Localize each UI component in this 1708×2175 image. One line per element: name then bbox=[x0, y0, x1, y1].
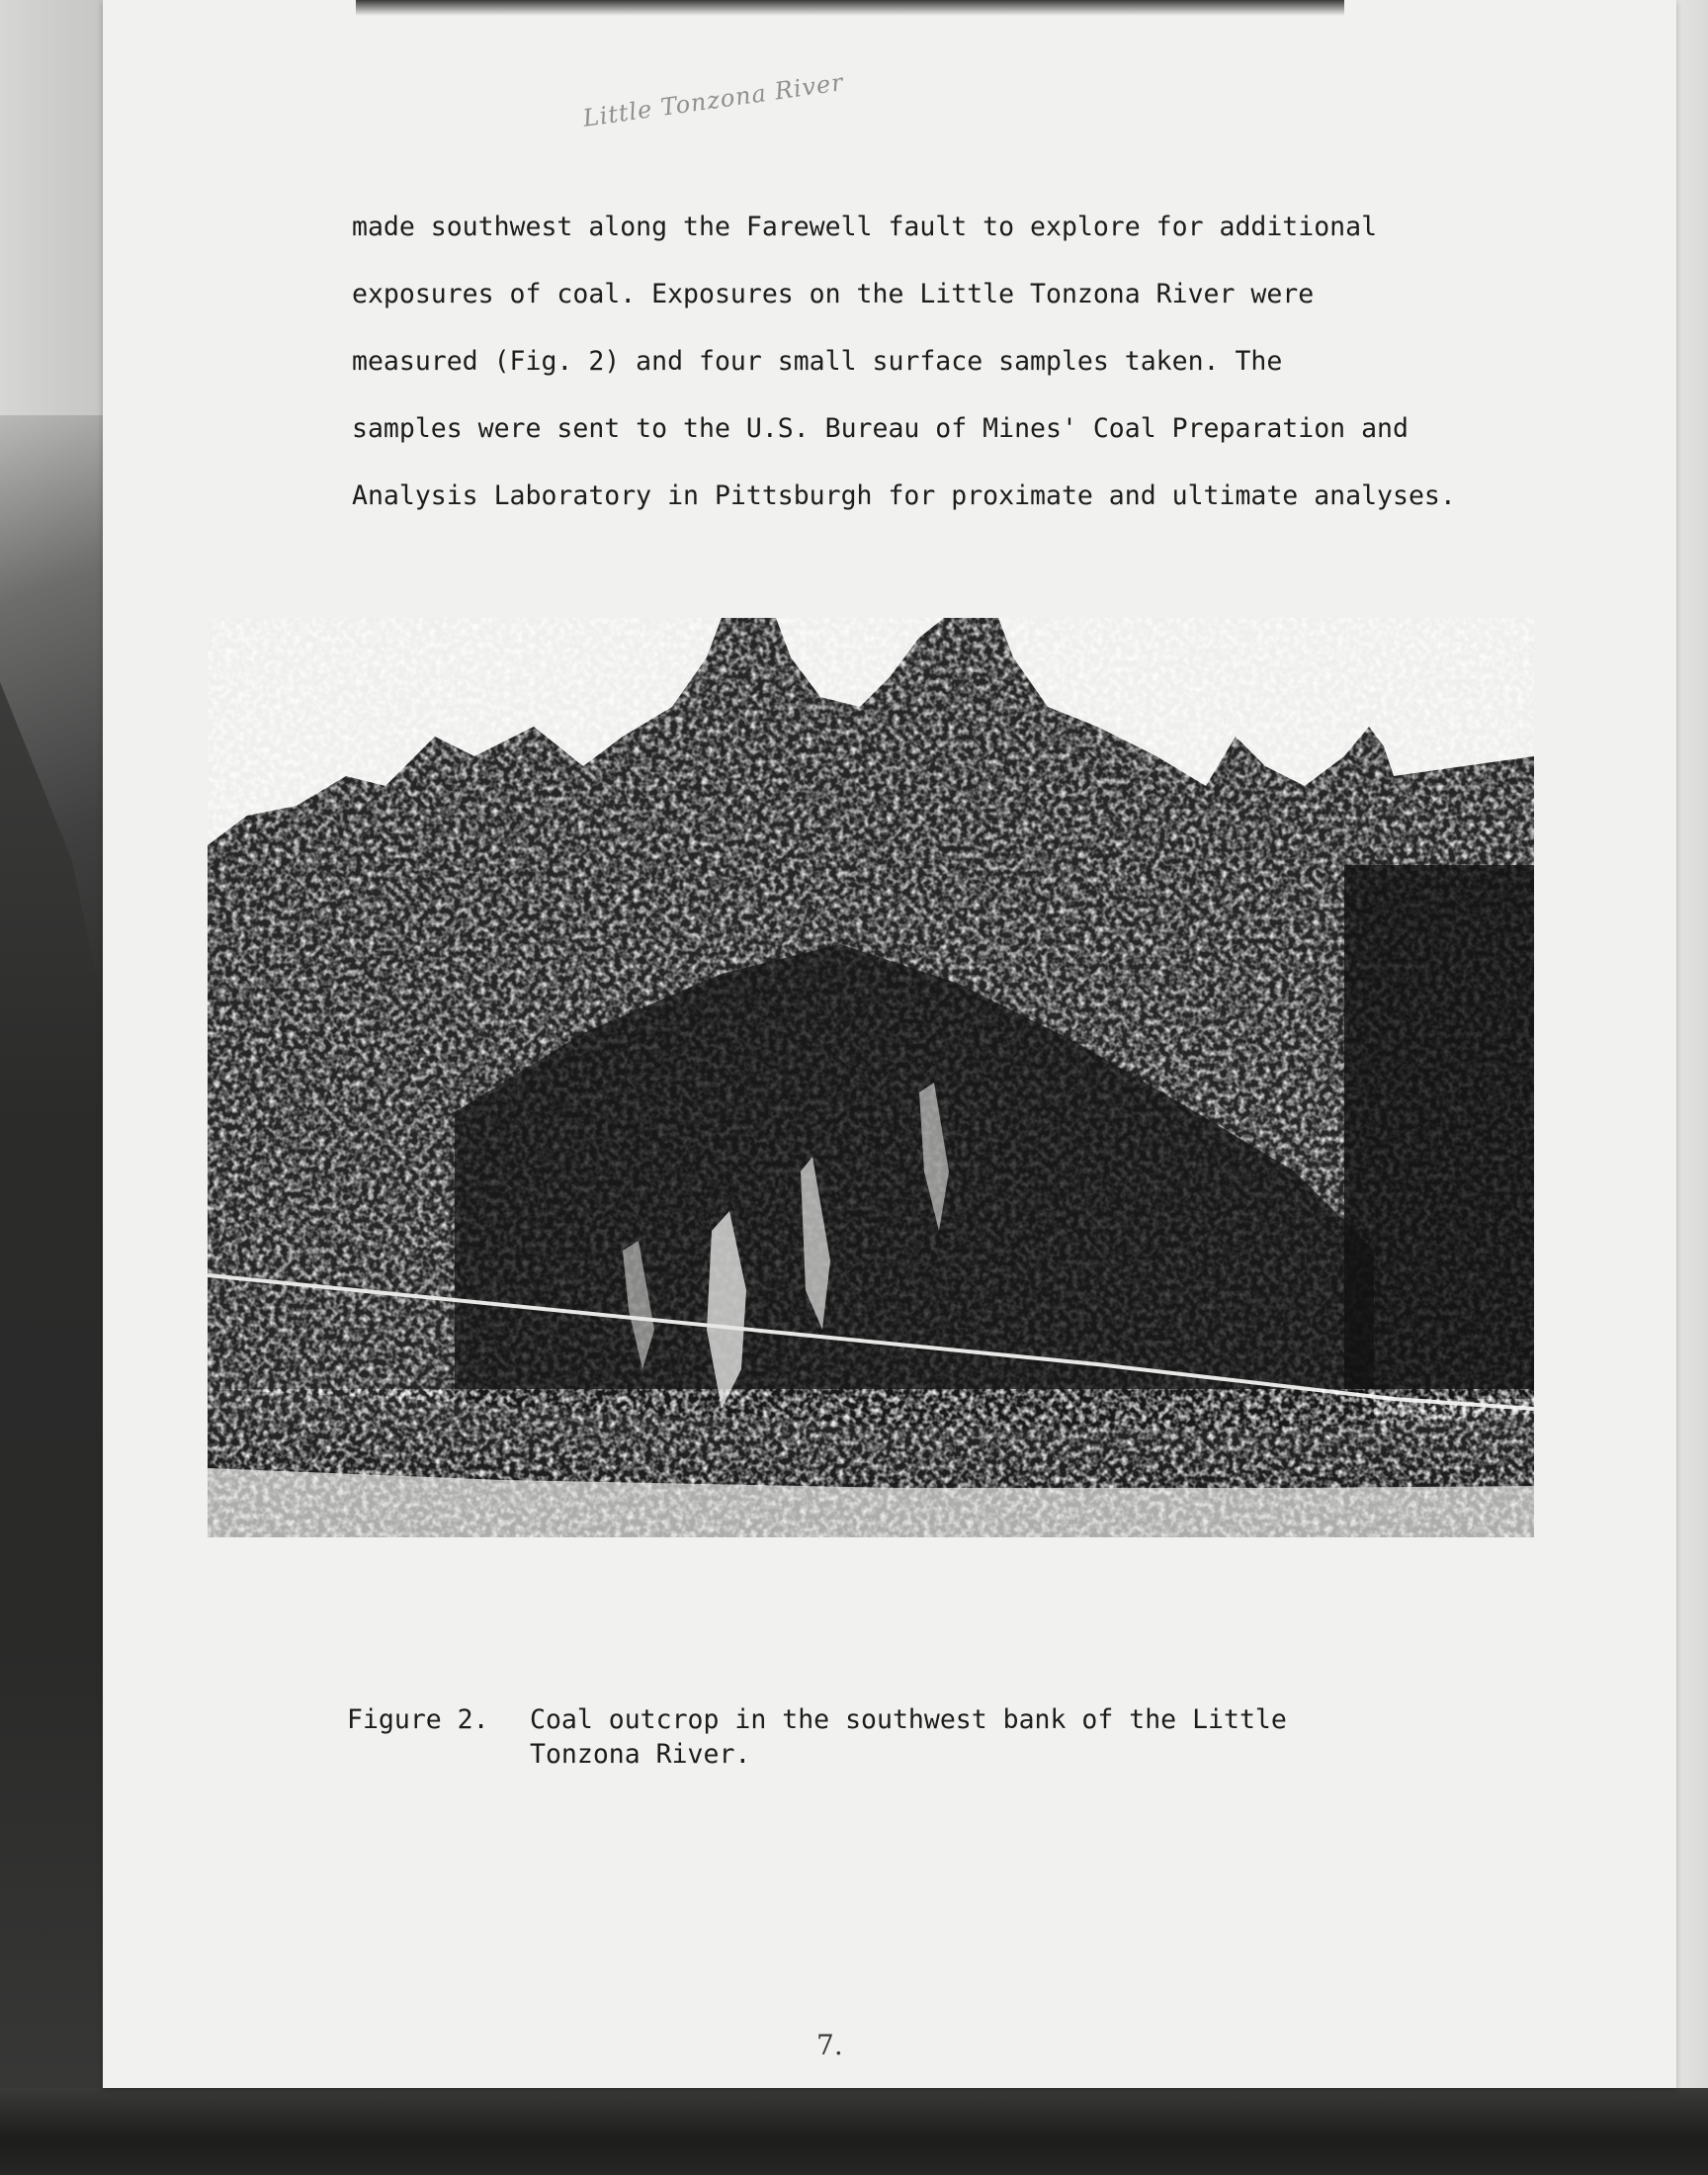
figure-caption bbox=[347, 1702, 1287, 1772]
photo-image bbox=[208, 618, 1534, 1537]
handwritten-annotation: Little Tonzona River bbox=[581, 68, 846, 132]
body-line: made southwest along the Farewell fault to explore for additional bbox=[352, 212, 1378, 242]
caption-line-1: Coal outcrop in the southwest bank of the Little bbox=[530, 1704, 1287, 1735]
figure-label: Figure 2. bbox=[347, 1704, 489, 1735]
body-line: Analysis Laboratory in Pittsburgh for proximate and ultimate analyses. bbox=[352, 480, 1456, 511]
body-line: measured (Fig. 2) and four small surface samples taken. The bbox=[352, 346, 1283, 377]
body-line: samples were sent to the U.S. Bureau of Mines' Coal Preparation and bbox=[352, 413, 1409, 444]
scanner-bed-bottom bbox=[0, 2088, 1708, 2175]
body-paragraph bbox=[352, 194, 1578, 530]
page-number: 7. bbox=[816, 2029, 843, 2061]
paper-top-edge bbox=[356, 0, 1344, 16]
body-line: exposures of coal. Exposures on the Little Tonzona River were bbox=[352, 279, 1315, 309]
coal-outcrop-photo bbox=[208, 618, 1534, 1537]
scanner-bed-right bbox=[1674, 0, 1708, 2175]
caption-line-2: Tonzona River. bbox=[530, 1739, 751, 1770]
